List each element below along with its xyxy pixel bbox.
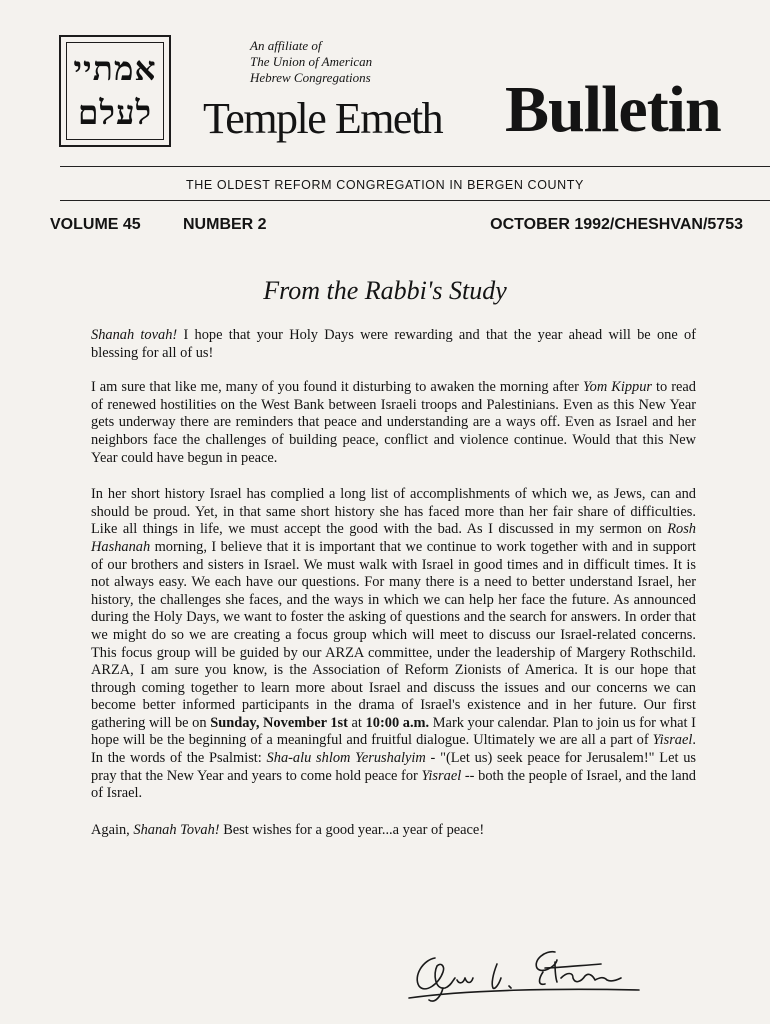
paragraph-text: Best wishes for a good year...a year of peace!: [219, 821, 485, 838]
paragraph-text: In her short history Israel has complied a long list of accomplishments of which we, as Jews, can and should be proud. Yet, in that same short history she has faced more than her fair share of difficulties. Like all things in life, we must accept the good with the bad. As I discussed in my sermon on: [91, 486, 696, 538]
rabbi-signature: [405, 938, 645, 1008]
logo-hebrew-line-1: אמתיי: [73, 49, 157, 88]
paragraph-text: to read of renewed hostilities on the West Bank between Israeli troops and Palestinians. Even as this New Year gets underway there are reminders that peace and understanding are a ways off. Even as Israel and her neighbors face the challenges of building peace, conflict and violence continue. Would that this New Year could have begun in peace.: [91, 379, 696, 466]
emphasis-text: Yisrael: [652, 732, 693, 749]
paragraph-text: Again,: [91, 821, 134, 838]
congregation-tagline: THE OLDEST REFORM CONGREGATION IN BERGEN COUNTY: [186, 178, 584, 192]
affiliation-line: The Union of American: [250, 54, 373, 69]
emphasis-text: Sha-alu shlom Yerushalyim: [266, 750, 426, 767]
bold-text: 10:00 a.m.: [365, 714, 430, 731]
temple-name: Temple Emeth: [203, 94, 443, 143]
article-paragraph: [91, 486, 696, 803]
emphasis-text: Yisrael: [421, 767, 462, 784]
paragraph-text: I hope that your Holy Days were rewarding and that the year ahead will be one of blessing for all of us!: [91, 327, 696, 361]
logo-inner-frame: [66, 42, 164, 140]
emphasis-text: Shanah tovah!: [91, 327, 178, 343]
affiliation-line: Hebrew Congregations: [250, 70, 371, 85]
column-title: From the Rabbi's Study: [263, 276, 507, 305]
logo-hebrew-line-2: לעלם: [77, 93, 153, 132]
paragraph-text: morning, I believe that it is important that we continue to work together with and in support of our brothers and sisters in Israel. We must walk with Israel in good times and in difficult times. It is not always easy. We each have our questions. For many there is a need to better understand Israel, her history, the challenges she faces, and the ways in which we can help her face the future. As announced during the Holy Days, we want to foster the asking of questions and the search for answers. In order that we might do so we are creating a focus group which will meet to discuss our Israel-related concerns. This focus group will be guided by our ARZA committee, under the leadership of Margery Rothschild. ARZA, I am sure you know, is the Association of Reform Zionists of America. It is our hope that through coming together to learn more about Israel and discuss the issues and our concerns we can become better informed participants in the drama of Israel's existence and in her future. Our first gathering will be on: [91, 538, 696, 731]
bold-text: Sunday, November 1st: [210, 714, 348, 731]
emphasis-text: Rosh Hashanah: [91, 521, 696, 555]
affiliation-line: An affiliate of: [250, 38, 322, 53]
paragraph-text: - "(Let us) seek peace for Jerusalem!" Let us pray that the New Year and years to come hold peace for: [91, 750, 696, 784]
volume-label: VOLUME 45: [50, 216, 141, 233]
paragraph-text: at: [347, 714, 366, 731]
paragraph-text: Mark your calendar. Plan to join us for what I hope will be the beginning of a meaningful and fruitful dialogue. Ultimately we are all a part of: [91, 714, 696, 749]
paragraph-text: I am sure that like me, many of you found it disturbing to awaken the morning after: [91, 379, 583, 396]
header-rule-bottom: [60, 200, 770, 201]
publication-name: Bulletin: [505, 73, 721, 146]
temple-logo: [59, 35, 171, 147]
article-paragraph: [91, 822, 696, 840]
header-rule-top: [60, 166, 770, 167]
emphasis-text: Yom Kippur: [582, 379, 653, 396]
issue-date-label: OCTOBER 1992/CHESHVAN/5753: [490, 216, 743, 233]
article-paragraph: [91, 379, 696, 467]
emphasis-text: Shanah Tovah!: [133, 821, 220, 838]
paragraph-text: -- both the people of Israel, and the land of Israel.: [91, 767, 696, 802]
issue-number-label: NUMBER 2: [183, 216, 267, 233]
affiliation-note: [250, 38, 372, 86]
paragraph-text: . In the words of the Psalmist:: [91, 732, 696, 767]
article-paragraph: [91, 327, 696, 362]
article-body: [91, 327, 696, 857]
